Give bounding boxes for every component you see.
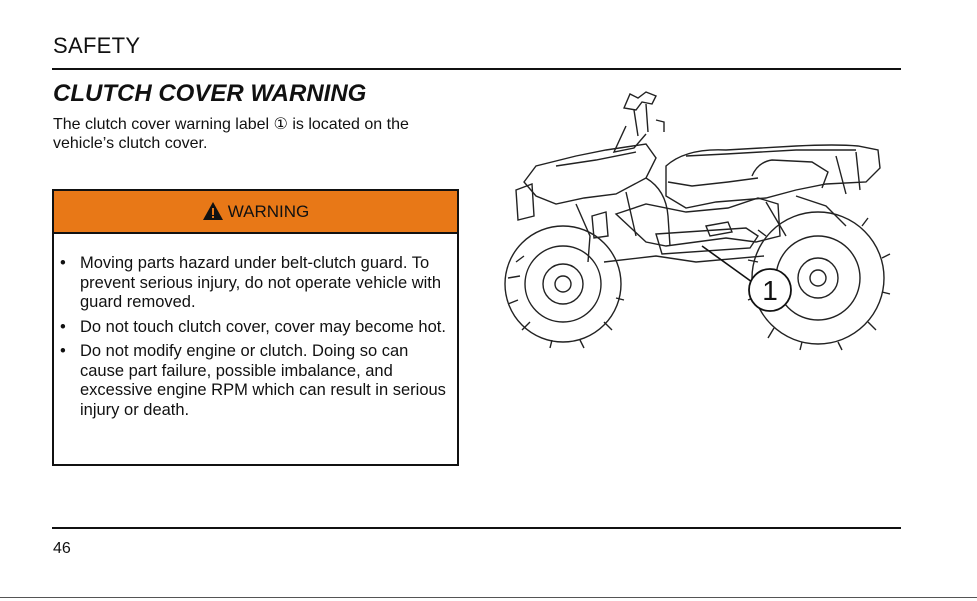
header-divider xyxy=(52,68,901,70)
front-wheel-drawing xyxy=(505,226,624,348)
handlebar-drawing xyxy=(614,92,664,152)
warning-header xyxy=(54,191,457,234)
warning-item xyxy=(54,342,447,420)
warning-list xyxy=(54,234,457,420)
warning-triangle-icon xyxy=(202,201,224,221)
callout-leader xyxy=(702,246,752,282)
warning-item-text: Do not touch clutch cover, cover may become hot. xyxy=(80,317,446,336)
page-heading: CLUTCH COVER WARNING xyxy=(53,80,367,107)
warning-title: WARNING xyxy=(227,201,310,221)
bullet: • xyxy=(60,342,66,360)
intro-paragraph: The clutch cover warning label ① is located on the vehicle’s clutch cover. xyxy=(53,116,409,152)
warning-box xyxy=(52,189,459,466)
footer-divider xyxy=(52,527,901,529)
warning-item-text: Do not modify engine or clutch. Doing so can cause part failure, possible imbalance, and excessive engine RPM which can result in serious injury or death. xyxy=(80,342,446,419)
page-number: 46 xyxy=(53,540,71,557)
warning-item xyxy=(54,318,447,338)
warning-item xyxy=(54,254,447,313)
page-edge xyxy=(0,597,977,598)
bullet: • xyxy=(60,317,66,336)
atv-illustration xyxy=(496,86,896,351)
atv-body-drawing xyxy=(516,144,880,262)
callout-number: 1 xyxy=(762,275,778,306)
bullet: • xyxy=(60,254,66,272)
section-title: SAFETY xyxy=(53,33,141,58)
warning-item-text: Moving parts hazard under belt-clutch guard. To prevent serious injury, do not operate vehicle with guard removed. xyxy=(80,254,442,311)
